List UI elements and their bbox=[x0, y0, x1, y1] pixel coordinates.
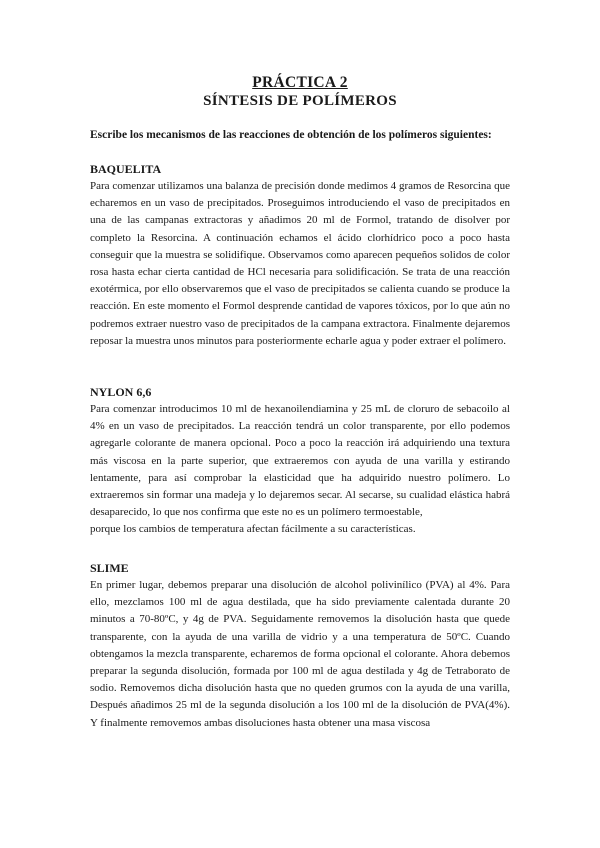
section-paragraph: Para comenzar introducimos 10 ml de hexanoilendiamina y 25 mL de cloruro de sebacoilo al 4% en un vaso de precipitados. La reacción tendrá un color transparente, por ello podemos agregarle colorante de manera opcional. Poco a poco la reacción irá adquiriendo una textura más viscosa en la parte superior, que extraeremos con ayuda de una varilla y estirando lentamente, para así comprobar la elasticidad que ha adquirido nuestro polímero. Lo extraeremos sin formar una madeja y lo dejaremos secar. Al secarse, su cualidad elástica habrá desaparecido, lo que nos confirma que este no es un polímero termoestable, bbox=[90, 403, 510, 519]
section-heading: SLIME bbox=[90, 561, 129, 575]
section-baquelita bbox=[90, 161, 510, 350]
section-heading: BAQUELITA bbox=[90, 162, 162, 176]
page-subtitle: SÍNTESIS DE POLÍMEROS bbox=[203, 93, 397, 109]
section-nylon bbox=[90, 384, 510, 539]
section-paragraph: Para comenzar utilizamos una balanza de precisión donde medimos 4 gramos de Resorcina que echaremos en un vaso de precipitados. Proseguimos introduciendo el vaso de precipitados en una de las campanas extractoras y añadimos 20 ml de Formol, tratando de disolver por completo la Resorcina. A continuación echamos el ácido clorhídrico poco a poco hasta conseguir que la muestra se solidifique. Observamos como aparecen pequeños solidos de color rosa hasta echar cierta cantidad de HCl necesaria para solidificación. Se trata de una reacción exotérmica, por ello observaremos que el vaso de precipitados se calienta cuando se produce la reacción. En este momento el Formol desprende cantidad de vapores tóxicos, por lo que aún no podremos extraer nuestro vaso de precipitados de la campana extractora. Finalmente dejaremos reposar la muestra unos minutos para posteriormente echarle agua y poder extraer el polímero. bbox=[90, 180, 510, 347]
section-slime bbox=[90, 560, 510, 732]
page-title: PRÁCTICA 2 bbox=[252, 74, 348, 91]
section-paragraph: En primer lugar, debemos preparar una disolución de alcohol polivinílico (PVA) al 4%. Para ello, mezclamos 100 ml de agua destilada, que ha sido previamente calentada durante 20 minutos a 70-80ºC, y 4g de PVA. Seguidamente removemos la disolución hasta que quede transparente, con la ayuda de una varilla de vidrio y a una temperatura de 50ºC. Cuando obtengamos la mezcla transparente, echaremos de forma opcional el colorante. Ahora debemos preparar la segunda disolución, formada por 100 ml de agua destilada y 4g de Tetraborato de sodio. Removemos dicha disolución hasta que no queden grumos con la ayuda de una varilla, Después añadimos 25 ml de la segunda disolución a los 100 ml de la disolución de PVA(4%). Y finalmente removemos ambas disoluciones hasta obtener una masa viscosa bbox=[90, 579, 510, 729]
section-heading: NYLON 6,6 bbox=[90, 385, 152, 399]
section-paragraph-continuation: porque los cambios de temperatura afectan fácilmente a su características. bbox=[90, 523, 416, 536]
instructions-text: Escribe los mecanismos de las reacciones de obtención de los polímeros siguientes: bbox=[90, 129, 492, 141]
